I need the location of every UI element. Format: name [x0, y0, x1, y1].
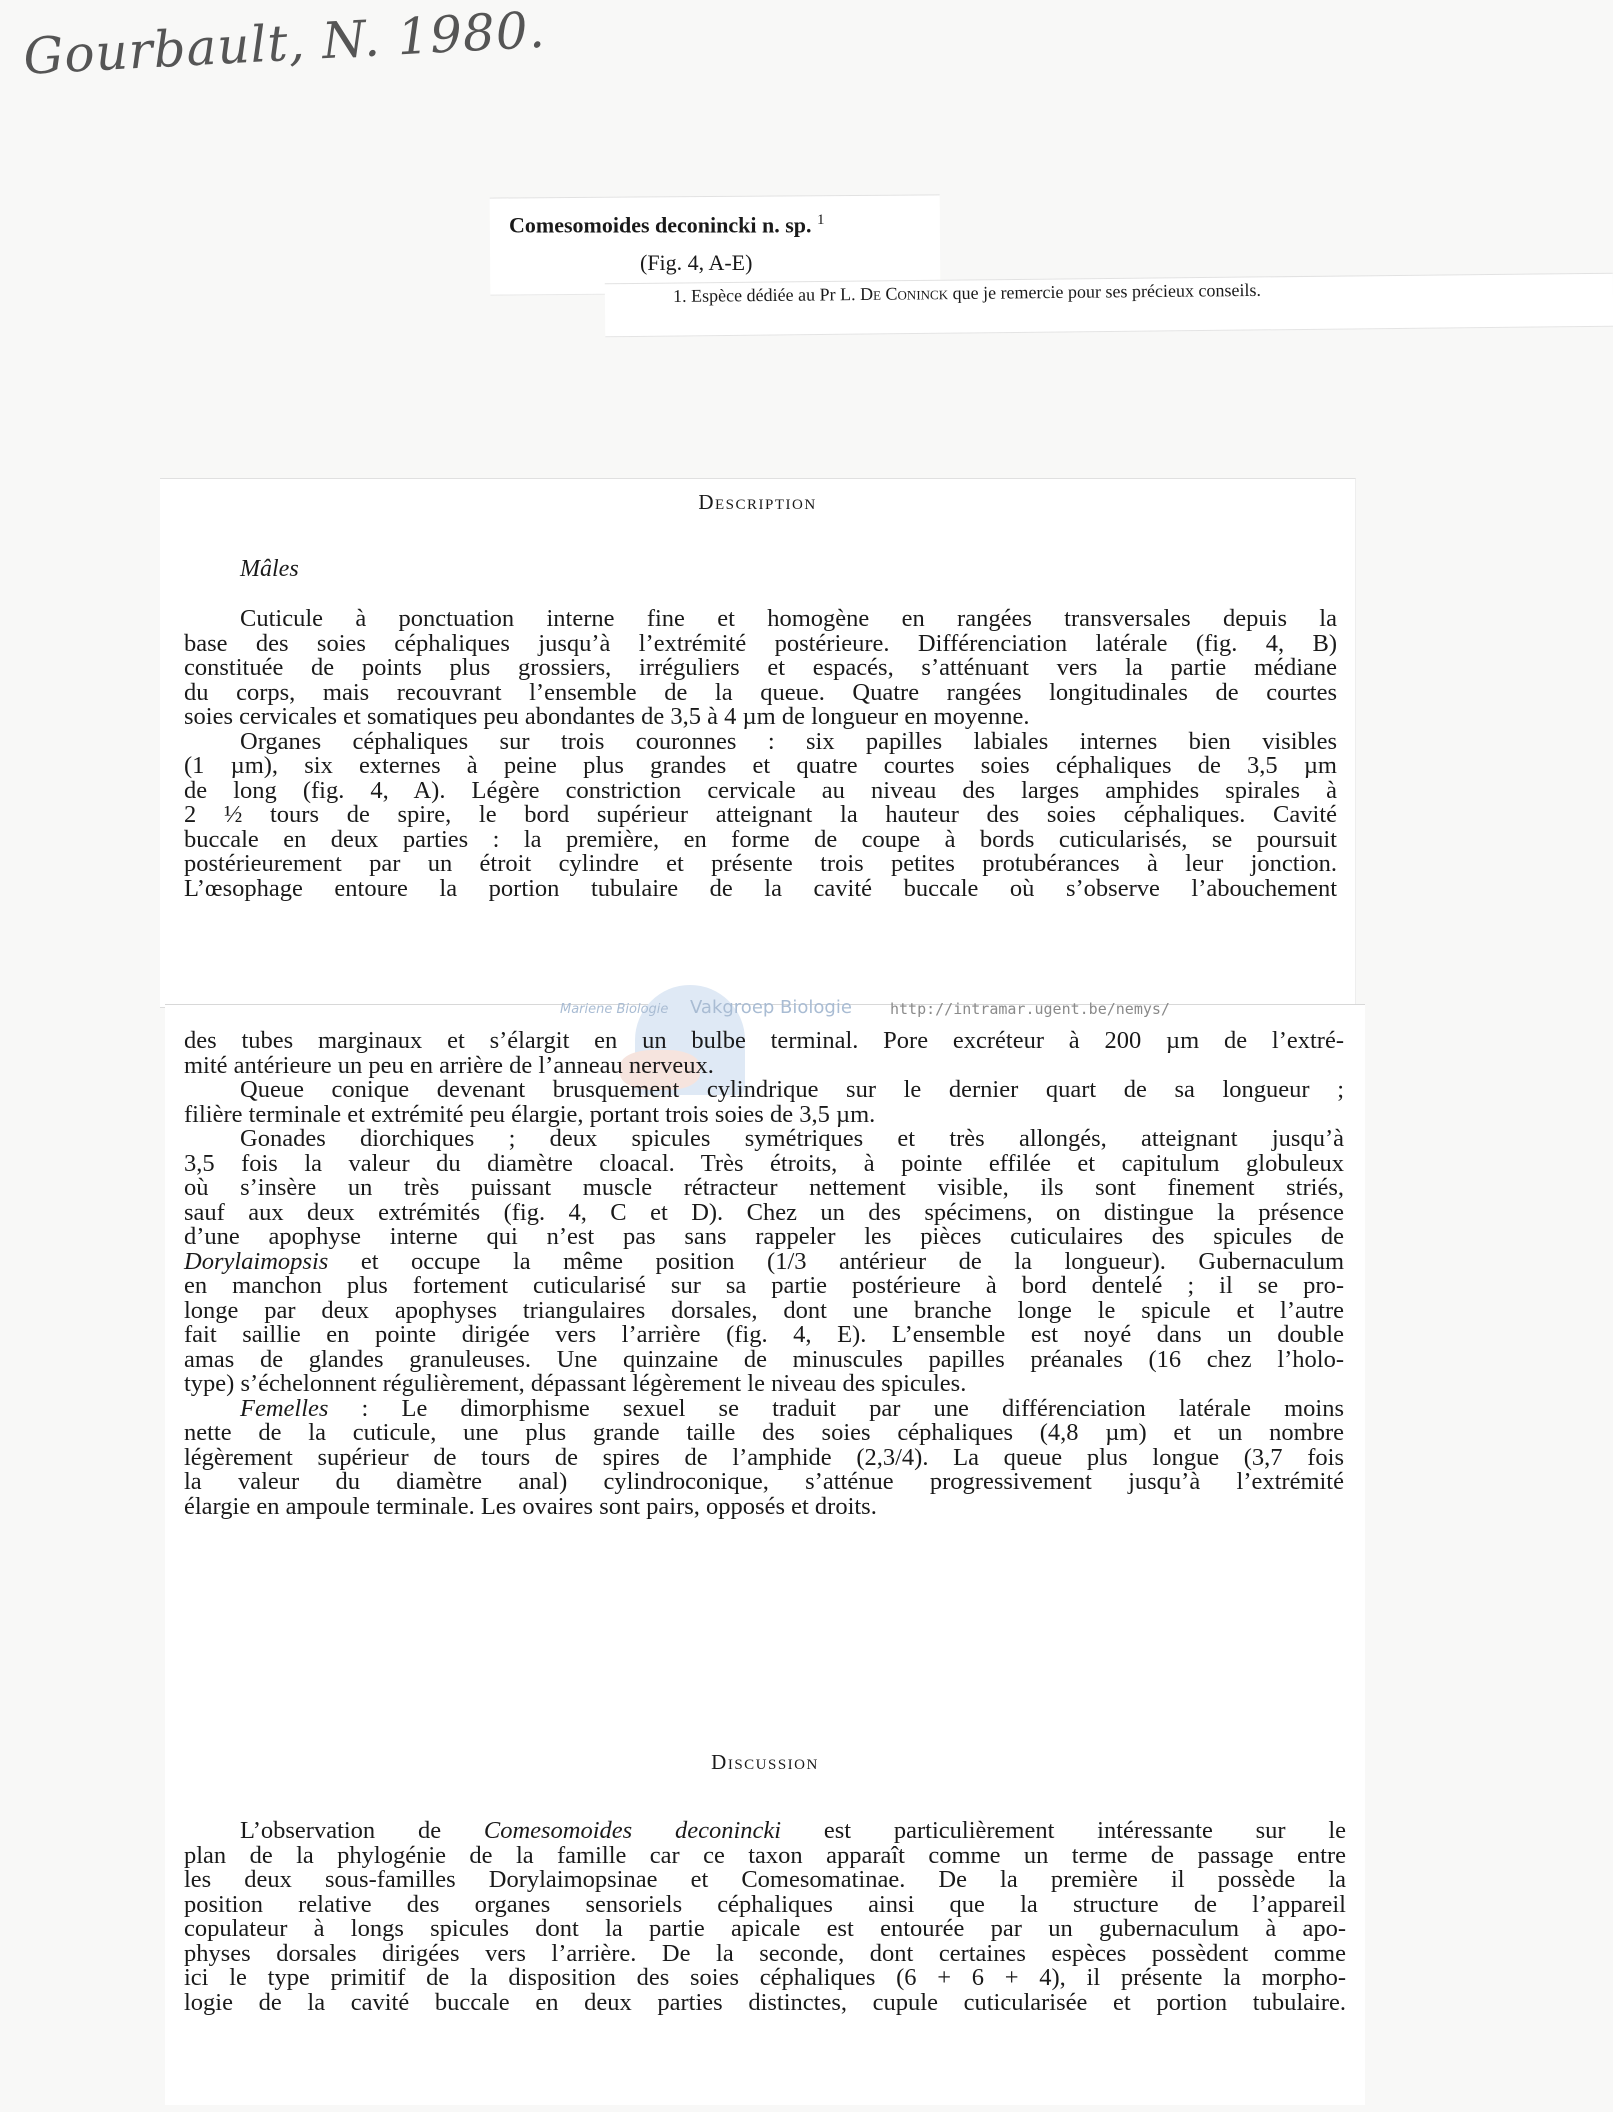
text-line: amas de glandes granuleuses. Une quinzaine de minuscules papilles préanales (16 chez l’holo- [184, 1345, 1344, 1373]
text-line: mité antérieure un peu en arrière de l’anneau nerveux. [184, 1051, 714, 1079]
text-line: légèrement supérieur de tours de spires de l’amphide (2,3/4). La queue plus longue (3,7 fois [184, 1443, 1344, 1471]
handwritten-citation: Gourbault, N. 1980. [22, 0, 547, 86]
text-line: longe par deux apophyses triangulaires dorsales, dont une branche longe le spicule et l’autre [184, 1296, 1344, 1324]
text-line: postérieurement par un étroit cylindre et présente trois petites protubérances à leur jonction. [184, 850, 1337, 877]
text-line: d’une apophyse interne qui n’est pas sans rappeler les pièces cuticulaires des spicules de [184, 1223, 1344, 1250]
males-subheading: Mâles [240, 556, 299, 582]
text-line: copulateur à longs spicules dont la partie apicale est entourée par un gubernaculum à apo- [184, 1915, 1346, 1942]
text-line: L’observation de Comesomoides deconincki est particulièrement intéressante sur le [240, 1817, 1347, 1844]
text-line: Gonades diorchiques ; deux spicules symétriques et très allongés, atteignant jusqu’à [240, 1125, 1344, 1152]
footnote-number: 1. [673, 285, 687, 306]
text-line: sauf aux deux extrémités (fig. 4, C et D). Chez un des spécimens, on distingue la présence [184, 1198, 1344, 1226]
text-line: physes dorsales dirigées vers l’arrière. De la seconde, dont certaines espèces possèdent comme [184, 1939, 1346, 1967]
text-line: les deux sous-familles Dorylaimopsinae et Comesomatinae. De la première il possède la [184, 1866, 1346, 1893]
text-line: type) s’échelonnent régulièrement, dépassant légèrement le niveau des spicules. [184, 1370, 967, 1397]
text-line: Cuticule à ponctuation interne fine et homogène en rangées transversales depuis la [240, 605, 1337, 632]
text-line: Dorylaimopsis et occupe la même position (1/3 antérieur de la longueur). Gubernaculum [184, 1247, 1344, 1275]
watermark-bottom-text: Vakgroep Biologie [690, 997, 852, 1018]
description-lower-text [184, 1025, 1344, 1520]
text-line: du corps, mais recouvrant l’ensemble de la queue. Quatre rangées longitudinales de courtes [184, 678, 1337, 706]
description-heading: Description [698, 490, 817, 514]
text-line: 2 ½ tours de spire, le bord supérieur atteignant la hauteur des soies céphaliques. Cavité [184, 801, 1337, 828]
figure-reference: (Fig. 4, A-E) [640, 250, 753, 275]
footnote-mark: 1 [817, 212, 825, 228]
text-line: position relative des organes sensoriels céphaliques ainsi que la structure de l’appareil [184, 1890, 1346, 1918]
text-line: base des soies céphaliques jusqu’à l’extrémité postérieure. Différenciation latérale (fig. 4, B) [184, 629, 1337, 657]
discussion-heading: Discussion [711, 1750, 819, 1774]
text-line: fait saillie en pointe dirigée vers l’arrière (fig. 4, E). L’ensemble est noyé dans un double [184, 1321, 1344, 1348]
text-line: de long (fig. 4, A). Légère constriction cervicale au niveau des larges amphides spirales à [184, 776, 1337, 804]
footnote-name: De Coninck [859, 283, 949, 305]
italic-term: Comesomoides deconincki [483, 1817, 782, 1844]
text-line: (1 µm), six externes à peine plus grandes et quatre courtes soies céphaliques de 3,5 µm [184, 752, 1337, 779]
italic-term: Femelles [240, 1394, 329, 1422]
footnote-text-after: que je remercie pour ses précieux conseils. [952, 279, 1261, 304]
text-line: plan de la phylogénie de la famille car ce taxon apparaît comme un terme de passage entre [184, 1841, 1346, 1869]
italic-term: Dorylaimopsis [184, 1247, 329, 1275]
text-line: constituée de points plus grossiers, irréguliers et espacés, s’atténuant vers la partie médiane [184, 654, 1337, 681]
footnote-text-before: Espèce dédiée au Pr L. [690, 284, 856, 306]
text-line: nette de la cuticule, une plus grande taille des soies céphaliques (4,8 µm) et un nombre [184, 1419, 1344, 1446]
text-line: Organes céphaliques sur trois couronnes : six papilles labiales internes bien visibles [240, 727, 1337, 755]
text-line: Femelles : Le dimorphisme sexuel se traduit par une différenciation latérale moins [240, 1394, 1344, 1422]
text-line: L’œsophage entoure la portion tubulaire de la cavité buccale où s’observe l’abouchement [184, 874, 1337, 902]
text-line: ici le type primitif de la disposition des soies céphaliques (6 + 6 + 4), il présente la morpho- [184, 1964, 1346, 1991]
text-line: 3,5 fois la valeur du diamètre cloacal. Très étroits, à pointe effilée et capitulum globuleux [184, 1149, 1344, 1177]
text-line: des tubes marginaux et s’élargit en un bulbe terminal. Pore excréteur à 200 µm de l’extré- [184, 1027, 1344, 1054]
watermark-url: http://intramar.ugent.be/nemys/ [890, 1000, 1170, 1018]
text-line: filière terminale et extrémité peu élargie, portant trois soies de 3,5 µm. [184, 1100, 876, 1128]
species-title-text: Comesomoides deconincki n. sp. [509, 212, 812, 238]
text-line: élargie en ampoule terminale. Les ovaires sont pairs, opposés et droits. [184, 1492, 877, 1520]
description-upper-text [184, 603, 1337, 902]
text-line: la valeur du diamètre anal) cylindroconique, s’atténue progressivement jusqu’à l’extrémité [184, 1468, 1344, 1495]
text-line: buccale en deux parties : la première, en forme de coupe à bords cuticularisés, se poursuit [184, 825, 1337, 853]
text-line: logie de la cavité buccale en deux parties distinctes, cupule cuticularisée et portion tubulaire. [184, 1988, 1346, 2016]
watermark-top-text: Mariene Biologie [560, 1002, 669, 1017]
species-title [509, 212, 825, 238]
discussion-text [184, 1815, 1347, 2016]
text-line: Queue conique devenant brusquement cylindrique sur le dernier quart de sa longueur ; [240, 1076, 1344, 1103]
text-line: soies cervicales et somatiques peu abondantes de 3,5 à 4 µm de longueur en moyenne. [184, 703, 1030, 730]
text-line: en manchon plus fortement cuticularisé sur sa partie postérieure à bord dentelé ; il se pro- [184, 1272, 1344, 1299]
text-line: où s’insère un très puissant muscle rétracteur nettement visible, ils sont finement striés, [184, 1174, 1344, 1201]
